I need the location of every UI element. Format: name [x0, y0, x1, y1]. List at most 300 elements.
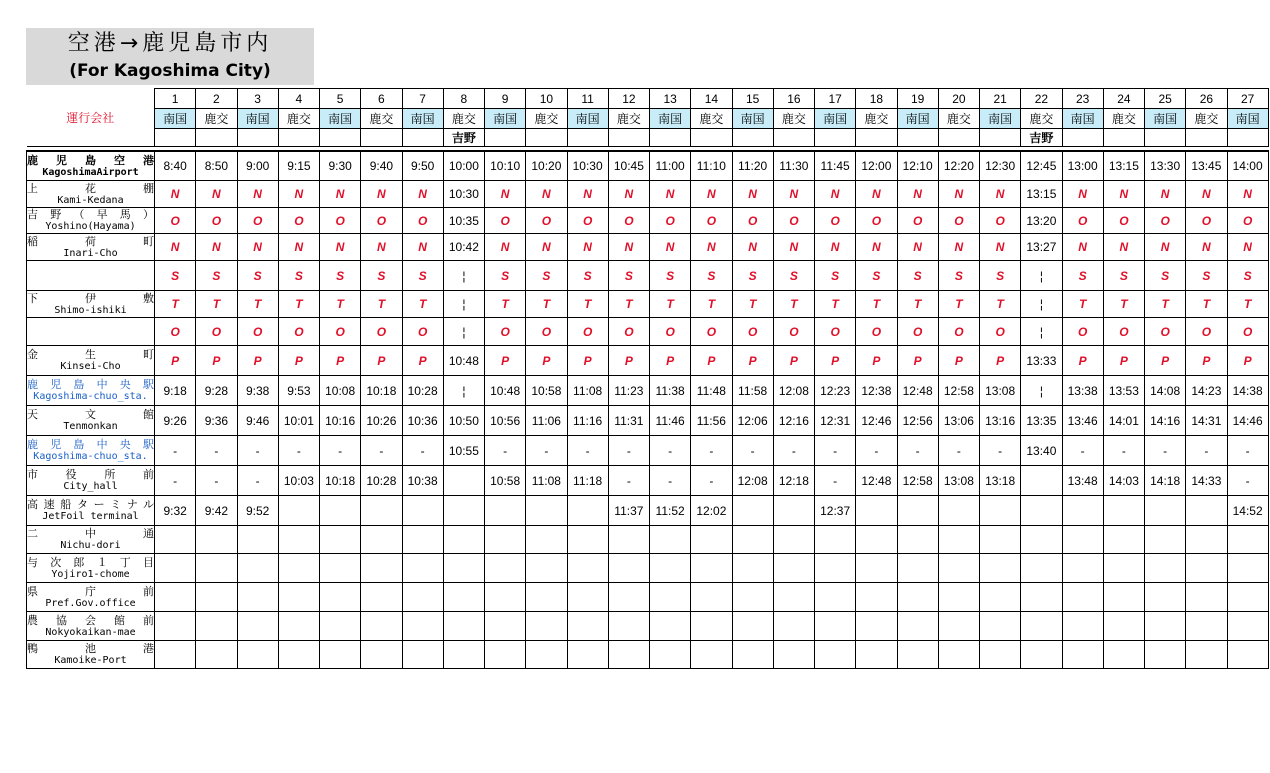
bus-number: 20 [938, 89, 979, 109]
time-cell: O [815, 208, 856, 234]
time-cell [897, 554, 938, 583]
time-cell: - [608, 436, 649, 466]
time-cell: - [650, 466, 691, 496]
time-cell: 13:30 [1145, 151, 1186, 181]
time-cell [1145, 641, 1186, 669]
time-cell: 9:26 [155, 406, 196, 436]
time-cell: N [485, 181, 526, 208]
time-cell: N [320, 234, 361, 261]
time-cell [732, 641, 773, 669]
time-cell [1021, 466, 1062, 496]
time-cell: N [815, 181, 856, 208]
time-cell: P [1103, 346, 1144, 376]
time-cell: 10:20 [526, 151, 567, 181]
stop-name-ja: 金 生 町 [27, 348, 154, 361]
time-cell: - [691, 436, 732, 466]
via-cell [567, 129, 608, 147]
time-cell: O [980, 208, 1021, 234]
stop-name [27, 466, 155, 496]
time-cell [980, 612, 1021, 641]
via-cell: 吉野 [1021, 129, 1062, 147]
time-cell: O [485, 208, 526, 234]
time-cell [443, 496, 484, 526]
time-cell [155, 583, 196, 612]
time-cell [278, 583, 319, 612]
time-cell: S [155, 261, 196, 291]
time-cell [897, 496, 938, 526]
time-cell: - [980, 436, 1021, 466]
time-cell [1021, 526, 1062, 554]
time-cell: 10:42 [443, 234, 484, 261]
time-cell [526, 554, 567, 583]
time-cell [361, 554, 402, 583]
time-cell [361, 612, 402, 641]
time-cell: P [691, 346, 732, 376]
bus-number: 9 [485, 89, 526, 109]
stop-name-ja: 鹿児島中央駅 [27, 438, 154, 451]
time-cell: 10:26 [361, 406, 402, 436]
operator-cell: 鹿交 [938, 109, 979, 129]
time-cell: 14:46 [1227, 406, 1268, 436]
page-title: 空港→鹿児島市内 [67, 31, 273, 56]
operator-cell: 南国 [567, 109, 608, 129]
time-cell: 10:58 [526, 376, 567, 406]
time-cell [526, 526, 567, 554]
time-cell [815, 641, 856, 669]
time-cell: 14:03 [1103, 466, 1144, 496]
time-cell: N [237, 181, 278, 208]
time-cell: ¦ [1021, 376, 1062, 406]
time-cell: O [691, 208, 732, 234]
time-cell: P [485, 346, 526, 376]
operator-cell: 南国 [1062, 109, 1103, 129]
stop-name-en: Kagoshima-chuo_sta. [33, 391, 148, 402]
time-cell [320, 526, 361, 554]
via-cell [526, 129, 567, 147]
time-cell: O [526, 318, 567, 346]
operator-cell: 南国 [815, 109, 856, 129]
time-cell: N [196, 181, 237, 208]
time-cell: T [650, 291, 691, 318]
time-cell: 9:00 [237, 151, 278, 181]
time-cell: N [1103, 181, 1144, 208]
stop-name [27, 583, 155, 612]
time-cell: 12:30 [980, 151, 1021, 181]
time-cell: N [237, 234, 278, 261]
time-cell: 14:52 [1227, 496, 1268, 526]
time-cell: S [773, 261, 814, 291]
time-cell: 11:48 [691, 376, 732, 406]
via-cell [485, 129, 526, 147]
time-cell: N [1186, 181, 1227, 208]
time-cell: P [1145, 346, 1186, 376]
time-cell: 13:06 [938, 406, 979, 436]
time-cell: N [1186, 234, 1227, 261]
time-cell: ¦ [1021, 318, 1062, 346]
time-cell: 10:01 [278, 406, 319, 436]
time-cell [608, 641, 649, 669]
time-cell: 9:28 [196, 376, 237, 406]
time-cell: 11:00 [650, 151, 691, 181]
stop-name-en: Kamoike-Port [54, 655, 127, 666]
time-cell: S [897, 261, 938, 291]
via-cell [237, 129, 278, 147]
time-cell: P [526, 346, 567, 376]
time-cell [196, 612, 237, 641]
time-cell [1103, 554, 1144, 583]
time-cell: 14:38 [1227, 376, 1268, 406]
time-cell: 12:45 [1021, 151, 1062, 181]
time-cell: - [567, 436, 608, 466]
time-cell: - [732, 436, 773, 466]
time-cell [608, 526, 649, 554]
time-cell: 11:52 [650, 496, 691, 526]
time-cell: O [567, 208, 608, 234]
time-cell [732, 496, 773, 526]
time-cell: O [608, 208, 649, 234]
bus-number: 6 [361, 89, 402, 109]
time-cell: 12:02 [691, 496, 732, 526]
stop-name [27, 261, 155, 291]
time-cell [773, 583, 814, 612]
time-cell: N [1227, 234, 1268, 261]
time-cell: O [1062, 208, 1103, 234]
time-cell [567, 612, 608, 641]
time-cell [815, 526, 856, 554]
time-cell [320, 583, 361, 612]
time-cell: O [485, 318, 526, 346]
via-cell [897, 129, 938, 147]
time-cell [1227, 612, 1268, 641]
bus-number: 14 [691, 89, 732, 109]
stop-name-en: Yoshino(Hayama) [45, 221, 136, 232]
time-cell: N [856, 234, 897, 261]
time-cell [1021, 496, 1062, 526]
operator-cell: 鹿交 [691, 109, 732, 129]
operator-label: 運行会社 [27, 89, 155, 147]
time-cell [691, 526, 732, 554]
time-cell: S [1186, 261, 1227, 291]
time-cell: N [567, 181, 608, 208]
time-cell: S [237, 261, 278, 291]
time-cell [443, 526, 484, 554]
time-cell: N [402, 181, 443, 208]
time-cell: T [526, 291, 567, 318]
time-cell: N [815, 234, 856, 261]
time-cell: S [856, 261, 897, 291]
time-cell: N [361, 181, 402, 208]
time-cell [567, 496, 608, 526]
time-cell: 10:56 [485, 406, 526, 436]
operator-cell: 南国 [320, 109, 361, 129]
time-cell [938, 496, 979, 526]
time-cell: 14:23 [1186, 376, 1227, 406]
time-cell: S [402, 261, 443, 291]
bus-number: 2 [196, 89, 237, 109]
time-cell [237, 641, 278, 669]
time-cell: - [1145, 436, 1186, 466]
time-cell [402, 526, 443, 554]
time-cell: O [1103, 208, 1144, 234]
time-cell [856, 612, 897, 641]
time-cell [1062, 554, 1103, 583]
time-cell: 14:31 [1186, 406, 1227, 436]
time-cell: O [1186, 318, 1227, 346]
time-cell: S [815, 261, 856, 291]
time-cell [732, 583, 773, 612]
bus-number: 21 [980, 89, 1021, 109]
time-cell [361, 496, 402, 526]
time-cell: S [732, 261, 773, 291]
time-cell: S [278, 261, 319, 291]
stop-name [27, 208, 155, 234]
stop-name [27, 554, 155, 583]
time-cell [856, 583, 897, 612]
time-cell: - [237, 466, 278, 496]
time-cell: N [155, 181, 196, 208]
bus-number: 1 [155, 89, 196, 109]
time-cell: T [1145, 291, 1186, 318]
via-cell [650, 129, 691, 147]
operator-cell: 南国 [650, 109, 691, 129]
time-cell [155, 612, 196, 641]
via-cell [938, 129, 979, 147]
time-cell: N [732, 181, 773, 208]
stop-name [27, 612, 155, 641]
time-cell: O [815, 318, 856, 346]
time-cell: 13:48 [1062, 466, 1103, 496]
time-cell: O [732, 208, 773, 234]
time-cell [402, 583, 443, 612]
time-cell: P [1186, 346, 1227, 376]
time-cell: N [650, 181, 691, 208]
time-cell: 12:23 [815, 376, 856, 406]
bus-number: 15 [732, 89, 773, 109]
stop-name-en: Inari-Cho [63, 247, 118, 259]
via-cell [732, 129, 773, 147]
time-cell: 9:15 [278, 151, 319, 181]
time-cell: T [361, 291, 402, 318]
bus-number: 27 [1227, 89, 1268, 109]
time-cell [1062, 496, 1103, 526]
time-cell: 13:53 [1103, 376, 1144, 406]
time-cell [485, 612, 526, 641]
stop-name [27, 291, 155, 318]
bus-number: 10 [526, 89, 567, 109]
time-cell: N [402, 234, 443, 261]
operator-cell: 南国 [402, 109, 443, 129]
time-cell: - [1186, 436, 1227, 466]
time-cell: P [732, 346, 773, 376]
via-cell [856, 129, 897, 147]
time-cell [1145, 496, 1186, 526]
time-cell: O [1227, 208, 1268, 234]
time-cell: O [938, 208, 979, 234]
time-cell [237, 583, 278, 612]
time-cell [443, 466, 484, 496]
time-cell [196, 554, 237, 583]
time-cell: P [402, 346, 443, 376]
time-cell: O [1227, 318, 1268, 346]
time-cell: O [650, 208, 691, 234]
time-cell [237, 612, 278, 641]
time-cell: P [1062, 346, 1103, 376]
time-cell [1186, 496, 1227, 526]
stop-name-en: Tenmonkan [63, 421, 118, 432]
time-cell: T [485, 291, 526, 318]
time-cell: S [320, 261, 361, 291]
time-cell [691, 583, 732, 612]
operator-cell: 鹿交 [1103, 109, 1144, 129]
time-cell [773, 496, 814, 526]
stop-name-en: Kagoshima-chuo_sta. [33, 451, 148, 462]
time-cell: N [196, 234, 237, 261]
via-cell [608, 129, 649, 147]
stop-name [27, 346, 155, 376]
time-cell: 11:45 [815, 151, 856, 181]
time-cell: P [155, 346, 196, 376]
time-cell [278, 526, 319, 554]
time-cell: N [1145, 181, 1186, 208]
time-cell: N [732, 234, 773, 261]
time-cell: 9:52 [237, 496, 278, 526]
time-cell [980, 583, 1021, 612]
time-cell: P [650, 346, 691, 376]
time-cell [443, 583, 484, 612]
time-cell [402, 641, 443, 669]
time-cell: 13:46 [1062, 406, 1103, 436]
time-cell: 9:50 [402, 151, 443, 181]
time-cell: 8:50 [196, 151, 237, 181]
via-cell [691, 129, 732, 147]
time-cell [691, 554, 732, 583]
operator-cell: 南国 [897, 109, 938, 129]
time-cell [938, 526, 979, 554]
operator-cell: 南国 [485, 109, 526, 129]
time-cell: O [320, 318, 361, 346]
bus-number: 24 [1103, 89, 1144, 109]
stop-name-en: Kinsei-Cho [60, 361, 121, 372]
time-cell: O [1186, 208, 1227, 234]
bus-number: 23 [1062, 89, 1103, 109]
time-cell: S [1103, 261, 1144, 291]
bus-number: 25 [1145, 89, 1186, 109]
time-cell: - [155, 436, 196, 466]
time-cell: - [1062, 436, 1103, 466]
time-cell: O [237, 208, 278, 234]
stop-name-ja: 吉野（早馬） [27, 208, 154, 221]
time-cell [1103, 641, 1144, 669]
time-cell [443, 612, 484, 641]
time-cell: 10:58 [485, 466, 526, 496]
via-cell [402, 129, 443, 147]
time-cell: N [650, 234, 691, 261]
time-cell [897, 641, 938, 669]
stop-name-en: Pref.Gov.office [45, 597, 136, 609]
time-cell: O [1103, 318, 1144, 346]
time-cell: - [196, 466, 237, 496]
operator-cell: 南国 [980, 109, 1021, 129]
bus-number: 11 [567, 89, 608, 109]
time-cell: 11:10 [691, 151, 732, 181]
page-subtitle: (For Kagoshima City) [69, 61, 271, 81]
stop-name-en: Nichu-dori [60, 540, 121, 551]
time-cell: 10:03 [278, 466, 319, 496]
time-cell: O [897, 318, 938, 346]
time-cell: 11:37 [608, 496, 649, 526]
time-cell: T [196, 291, 237, 318]
time-cell: O [773, 318, 814, 346]
via-cell [155, 129, 196, 147]
time-cell: T [897, 291, 938, 318]
operator-cell: 鹿交 [443, 109, 484, 129]
time-cell [608, 583, 649, 612]
time-cell [815, 583, 856, 612]
time-cell: P [237, 346, 278, 376]
time-cell: N [691, 234, 732, 261]
operator-cell: 鹿交 [1186, 109, 1227, 129]
time-cell: 13:35 [1021, 406, 1062, 436]
time-cell [856, 641, 897, 669]
stop-name [27, 436, 155, 466]
time-cell [650, 641, 691, 669]
time-cell [361, 526, 402, 554]
stop-name [27, 234, 155, 261]
time-cell [980, 554, 1021, 583]
time-cell: 12:08 [773, 376, 814, 406]
stop-name-en: Shimo-ishiki [54, 304, 127, 316]
bus-number: 17 [815, 89, 856, 109]
time-cell: - [938, 436, 979, 466]
stop-name-ja: 農協会館前 [27, 613, 154, 627]
time-cell: S [526, 261, 567, 291]
time-cell: 12:48 [856, 466, 897, 496]
time-cell [196, 641, 237, 669]
time-cell: N [526, 181, 567, 208]
time-cell: T [155, 291, 196, 318]
time-cell [485, 526, 526, 554]
time-cell: 14:33 [1186, 466, 1227, 496]
time-cell: 12:06 [732, 406, 773, 436]
time-cell [1062, 612, 1103, 641]
time-cell: 10:30 [567, 151, 608, 181]
time-cell: S [691, 261, 732, 291]
time-cell: - [815, 436, 856, 466]
time-cell: - [526, 436, 567, 466]
time-cell [1227, 641, 1268, 669]
via-cell [1103, 129, 1144, 147]
time-cell: ¦ [443, 261, 484, 291]
time-cell: P [1227, 346, 1268, 376]
time-cell: 14:16 [1145, 406, 1186, 436]
time-cell: 9:32 [155, 496, 196, 526]
time-cell: 14:18 [1145, 466, 1186, 496]
time-cell [1145, 526, 1186, 554]
time-cell [402, 554, 443, 583]
time-cell: - [691, 466, 732, 496]
via-cell [980, 129, 1021, 147]
time-cell: 12:20 [938, 151, 979, 181]
stop-name-en: JetFoil terminal [42, 511, 139, 522]
time-cell [278, 554, 319, 583]
time-cell [485, 583, 526, 612]
time-cell [155, 526, 196, 554]
time-cell: T [691, 291, 732, 318]
time-cell: - [155, 466, 196, 496]
operator-cell: 鹿交 [361, 109, 402, 129]
time-cell: 10:50 [443, 406, 484, 436]
time-cell: T [856, 291, 897, 318]
